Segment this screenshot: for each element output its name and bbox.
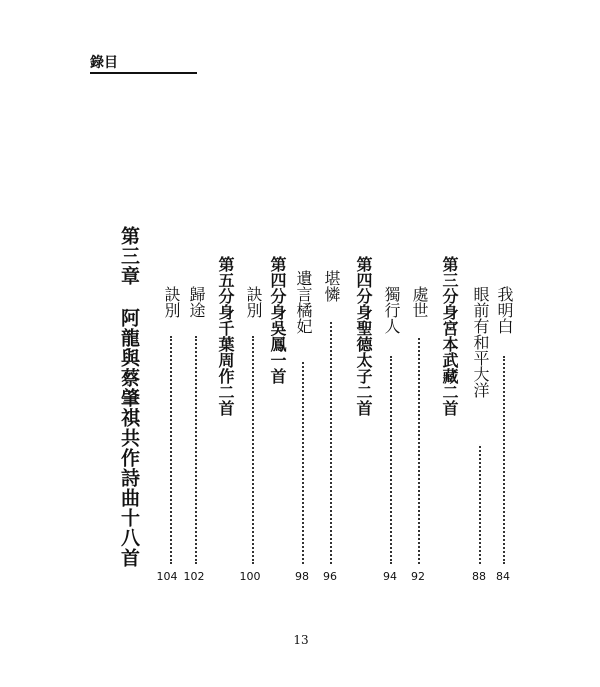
leader-dots	[252, 336, 256, 564]
header-rule	[90, 72, 197, 74]
page-number: 96	[323, 570, 337, 583]
leader-dots	[503, 356, 507, 564]
page-number: 104	[156, 570, 178, 583]
leader-dots	[170, 336, 174, 564]
toc-entry[interactable]: 訣別	[162, 286, 181, 318]
toc-entry[interactable]: 獨行人	[382, 286, 401, 334]
toc-section[interactable]: 第五分身千葉周作二首	[216, 256, 235, 416]
leader-dots	[418, 338, 422, 564]
page-number: 92	[411, 570, 425, 583]
leader-dots	[479, 446, 483, 564]
folio: 13	[293, 633, 309, 647]
page-number: 98	[295, 570, 309, 583]
page-header: 錄目	[90, 55, 118, 71]
page-number: 88	[472, 570, 486, 583]
toc-entry[interactable]: 歸途	[187, 286, 206, 318]
page-number: 94	[383, 570, 397, 583]
toc-entry[interactable]: 遺言橘妃	[294, 270, 313, 334]
toc-section[interactable]: 第四分身聖德太子二首	[354, 256, 373, 416]
toc-entry[interactable]: 訣別	[244, 286, 263, 318]
leader-dots	[302, 362, 306, 564]
chapter-heading	[117, 226, 141, 568]
chapter-title: 阿龍與蔡肇祺共作詩曲十八首	[118, 308, 140, 568]
toc-entry[interactable]: 眼前有和平大洋	[471, 286, 490, 398]
toc-entry[interactable]: 堪憐	[322, 270, 341, 302]
toc-entry[interactable]: 處世	[410, 286, 429, 318]
chapter-label: 第三章	[118, 226, 140, 286]
page-number: 84	[496, 570, 510, 583]
leader-dots	[390, 356, 394, 564]
toc-entry[interactable]: 我明白	[495, 286, 514, 334]
toc-section[interactable]: 第三分身宮本武藏二首	[440, 256, 459, 416]
toc-section[interactable]: 第四分身吳鳳一首	[268, 256, 287, 384]
leader-dots	[330, 322, 334, 564]
page-number: 102	[183, 570, 205, 583]
leader-dots	[195, 336, 199, 564]
page-number: 100	[239, 570, 261, 583]
